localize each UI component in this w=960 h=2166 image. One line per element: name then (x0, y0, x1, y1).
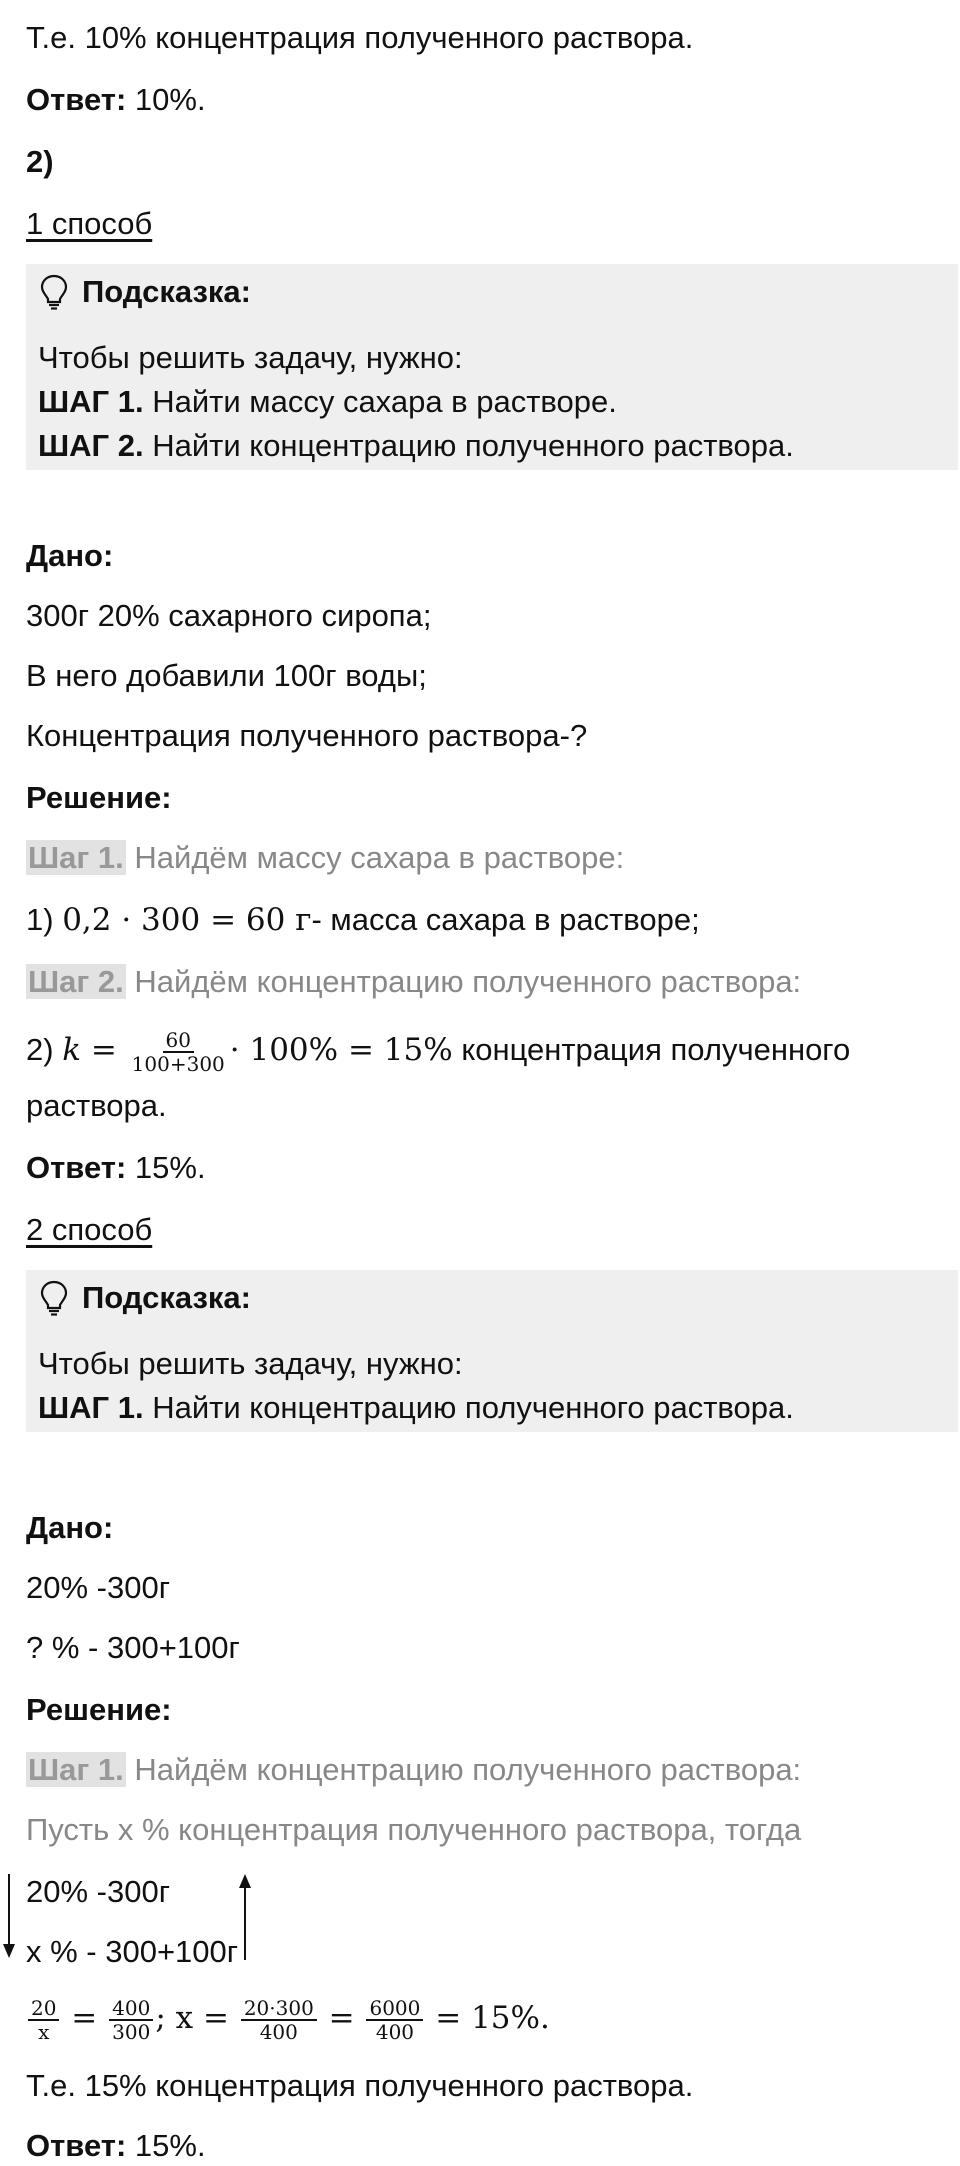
fraction-numerator: 400 (109, 1997, 153, 2021)
fraction-denominator: 100+300 (131, 1051, 225, 1076)
hint-intro: Чтобы решить задачу, нужно: (38, 340, 463, 375)
fraction-denominator: x (38, 2019, 50, 2044)
hint-intro: Чтобы решить задачу, нужно: (38, 1346, 463, 1381)
hint-step-label: ШАГ 2. (38, 428, 144, 463)
given-label: Дано: (26, 1510, 114, 1545)
equation-prefix: 1) (26, 902, 63, 937)
fraction-numerator: 20·300 (241, 1997, 317, 2021)
step-1-line (26, 838, 624, 878)
fraction-numerator: 20 (28, 1997, 59, 2021)
hint-step-label: ШАГ 1. (38, 1390, 144, 1425)
equation-math: 0,2 · 300 = 60 г (62, 902, 312, 938)
fraction (366, 1997, 423, 2043)
given-line: ? % - 300+100г (26, 1630, 240, 1665)
hint-step-text: Найти концентрацию полученного раствора. (143, 428, 794, 463)
let-text: Пусть x % концентрация полученного раствора, тогда (26, 1812, 802, 1847)
hint-step-1 (38, 1388, 794, 1428)
lightbulb-icon (38, 272, 70, 312)
fraction-denominator: 400 (375, 2019, 415, 2044)
answer-value: 10%. (126, 82, 206, 117)
fraction-numerator: 6000 (366, 1997, 423, 2021)
answer-label: Ответ: (26, 1150, 127, 1185)
arrow-up-icon (236, 1872, 256, 1962)
fraction (241, 1997, 317, 2043)
step-text: Найдём массу сахара в растворе: (125, 840, 625, 875)
equation-2-continued: раствора. (26, 1088, 167, 1123)
method-2-heading: 2 способ (26, 1212, 153, 1247)
step-1-line (26, 1750, 801, 1790)
fraction-denominator: 400 (259, 2019, 298, 2044)
step-chip: Шаг 1. (28, 840, 124, 875)
equation-prefix: 2) (26, 1032, 63, 1067)
hint-title: Подсказка: (82, 1280, 251, 1315)
step-chip: Шаг 2. (28, 964, 124, 999)
hint-title: Подсказка: (82, 274, 251, 309)
hint-step-label: ШАГ 1. (38, 384, 144, 419)
conclusion-text: Т.е. 10% концентрация полученного раствора. (26, 20, 694, 55)
fraction (129, 1029, 228, 1075)
step-2-line (26, 962, 801, 1002)
given-line: В него добавили 100г воды; (26, 658, 427, 693)
fraction (28, 1997, 59, 2043)
answer-label: Ответ: (26, 82, 127, 117)
equation-2 (26, 1028, 850, 1075)
proportion-line-2: x % - 300+100г (26, 1934, 239, 1969)
answer-label: Ответ: (26, 2128, 127, 2163)
equation-var: k (62, 1032, 81, 1068)
step-chip: Шаг 1. (28, 1752, 124, 1787)
given-line: Концентрация полученного раствора-? (26, 718, 588, 753)
equation-result: = 15%. (435, 2000, 550, 2036)
hint-step-1 (38, 382, 617, 422)
step-text: Найдём концентрацию полученного раствора: (125, 964, 802, 999)
arrow-down-icon (0, 1872, 20, 1962)
answer-value: 15%. (126, 1150, 206, 1185)
equation-mid: ; x = (155, 2000, 229, 2036)
step-text: Найдём концентрацию полученного раствора: (125, 1752, 802, 1787)
method-1-heading: 1 способ (26, 206, 153, 241)
answer-value: 15%. (126, 2128, 206, 2163)
hint-box-1 (26, 264, 958, 470)
given-label: Дано: (26, 538, 114, 573)
equation-suffix: - масса сахара в растворе; (311, 902, 700, 937)
proportion-line-1: 20% -300г (26, 1874, 171, 1909)
proportion-equation: $\frac{20}{x}$ = $\frac{400}{300}$ ; x = $\frac{20\cdot 300}{400}$ = $\frac{6000}{400}$ = 15%. (26, 1990, 550, 2046)
given-line: 20% -300г (26, 1570, 171, 1605)
fraction-denominator: 300 (112, 2019, 151, 2044)
solution-label: Решение: (26, 780, 172, 815)
section-number: 2) (26, 144, 54, 179)
fraction (109, 1997, 153, 2043)
answer-line (26, 2126, 206, 2166)
lightbulb-icon (38, 1278, 70, 1318)
fraction-numerator: 60 (163, 1029, 194, 1053)
hint-box-2 (26, 1270, 958, 1432)
hint-step-text: Найти массу сахара в растворе. (143, 384, 617, 419)
hint-step-2 (38, 426, 794, 466)
equation-rest: · 100% = 15% (229, 1032, 453, 1068)
answer-line (26, 80, 206, 120)
conclusion-text: Т.е. 15% концентрация полученного раствора. (26, 2068, 694, 2103)
hint-step-text: Найти концентрацию полученного раствора. (143, 1390, 794, 1425)
answer-line (26, 1148, 206, 1188)
given-line: 300г 20% сахарного сиропа; (26, 598, 432, 633)
equation-suffix: концентрация полученного (452, 1032, 851, 1067)
equation-eq: = (80, 1032, 127, 1068)
equation-1 (26, 900, 700, 940)
solution-label: Решение: (26, 1692, 172, 1727)
